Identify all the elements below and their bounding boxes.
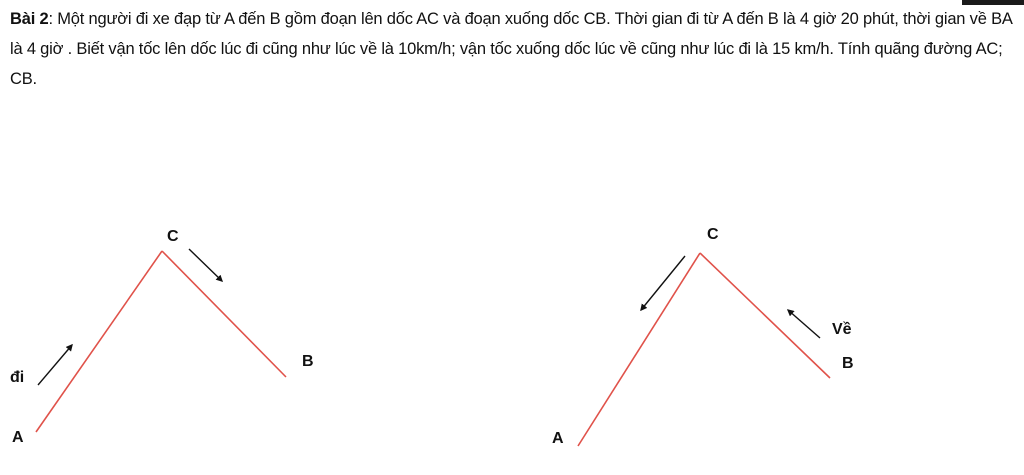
- arrow-up-ac: [38, 345, 72, 385]
- problem-label: Bài 2: [10, 10, 49, 28]
- problem-text: : Một người đi xe đạp từ A đến B gồm đoạn lên dốc AC và đoạn xuống dốc CB. Thời gian đi từ A đến B là 4 giờ 20 phút, thời gian về BA là 4 giờ . Biết vận tốc lên dốc lúc đi cũng như lúc về là 10km/h; vận tốc xuống dốc lúc về cũng như lúc đi là 15 km/h. Tính quãng đường AC; CB.: [10, 10, 1012, 88]
- point-a-label: A: [552, 430, 564, 447]
- arrow-down-ca: [641, 256, 685, 310]
- point-b-label: B: [842, 355, 854, 372]
- diagram-going: [10, 228, 314, 446]
- point-c-label: C: [167, 228, 179, 245]
- slope-cb-line: [700, 253, 830, 378]
- point-a-label: A: [12, 429, 24, 446]
- slope-cb-line: [162, 251, 286, 377]
- point-b-label: B: [302, 353, 314, 370]
- direction-return-label: Về: [832, 321, 852, 338]
- slope-ac-line: [578, 253, 700, 446]
- slope-ac-line: [36, 251, 162, 432]
- arrow-down-cb: [189, 249, 222, 281]
- arrow-up-bc: [788, 310, 820, 338]
- diagram-return: [552, 226, 854, 447]
- direction-go-label: đi: [10, 369, 25, 386]
- point-c-label: C: [707, 226, 719, 243]
